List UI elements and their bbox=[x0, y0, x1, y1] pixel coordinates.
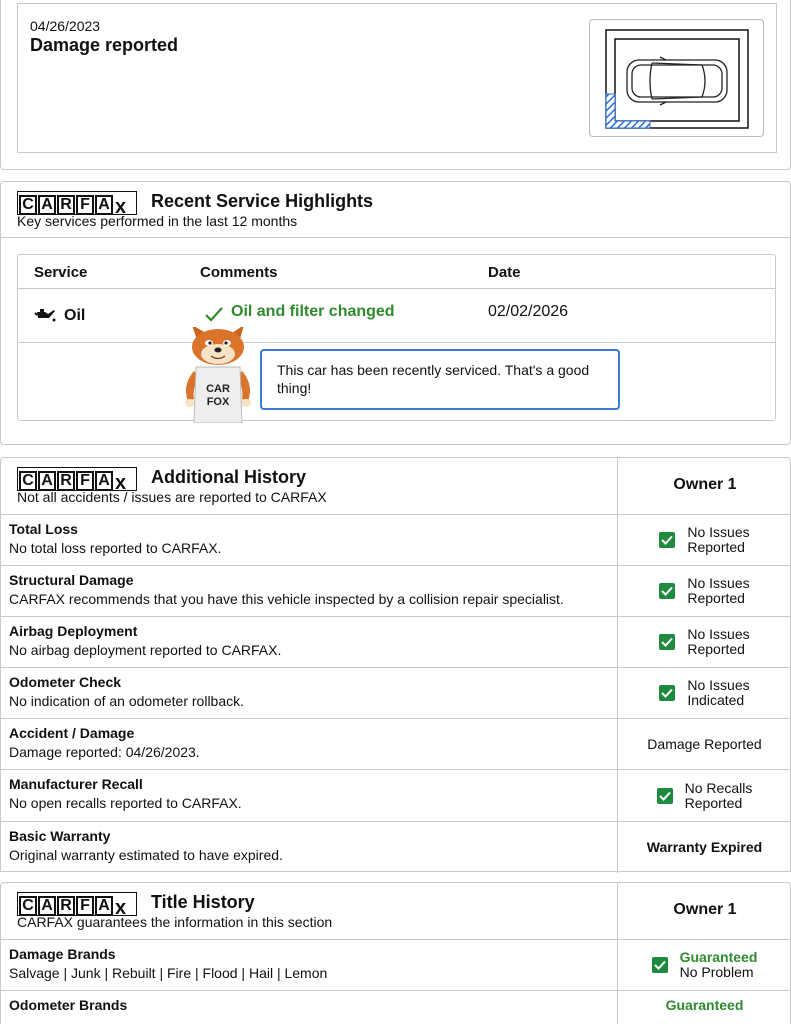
checkbox-checked-icon bbox=[659, 583, 675, 599]
service-highlights-card bbox=[0, 181, 791, 445]
logo-letter: F bbox=[76, 471, 94, 491]
history-row-structural-damage bbox=[1, 565, 790, 616]
logo-letter: x bbox=[115, 897, 127, 919]
row-title: Total Loss bbox=[9, 521, 78, 537]
section-title: Recent Service Highlights bbox=[151, 191, 374, 211]
row-title: Odometer Check bbox=[9, 674, 122, 690]
additional-history-card bbox=[0, 457, 791, 872]
row-description: No open recalls reported to CARFAX. bbox=[9, 795, 242, 811]
row-status bbox=[618, 770, 791, 821]
service-table bbox=[17, 254, 776, 421]
row-description: CARFAX recommends that you have this vehicle inspected by a collision repair specialist. bbox=[9, 591, 564, 607]
row-description: Damage reported: 04/26/2023. bbox=[9, 744, 200, 760]
shirt-text-line: CAR bbox=[206, 383, 230, 395]
status-text: No Problem bbox=[679, 964, 754, 980]
column-header-comments: Comments bbox=[200, 264, 278, 281]
checkbox-checked-icon bbox=[659, 685, 675, 701]
divider bbox=[18, 342, 775, 343]
section-subtitle: CARFAX guarantees the information in this section bbox=[17, 914, 333, 930]
row-title: Accident / Damage bbox=[9, 725, 135, 741]
row-status bbox=[618, 822, 791, 872]
logo-letter: C bbox=[19, 896, 37, 916]
logo-letter: A bbox=[38, 896, 56, 916]
logo-letter: R bbox=[57, 195, 75, 215]
damage-event-title: Damage reported bbox=[30, 35, 179, 55]
row-status bbox=[618, 566, 791, 616]
logo-letter: F bbox=[76, 896, 94, 916]
owner-column-header: Owner 1 bbox=[673, 476, 737, 493]
shirt-text-line: FOX bbox=[206, 396, 230, 408]
row-status bbox=[618, 991, 791, 1024]
title-row-damage-brands bbox=[1, 939, 790, 990]
status-text: Reported bbox=[687, 590, 745, 606]
carfax-logo-letters bbox=[19, 191, 127, 218]
service-comment: Oil and filter changed bbox=[231, 303, 395, 320]
row-description: Original warranty estimated to have expired. bbox=[9, 847, 283, 863]
status-text: No Issues bbox=[687, 575, 750, 591]
carfox-mascot bbox=[176, 327, 260, 428]
logo-letter: A bbox=[38, 471, 56, 491]
status-text: No Issues bbox=[687, 677, 750, 693]
history-row-airbag-deployment bbox=[1, 616, 790, 667]
logo-letter: x bbox=[115, 472, 127, 494]
logo-letter: C bbox=[19, 471, 37, 491]
carfax-logo-letters bbox=[19, 467, 127, 494]
history-row-odometer-check bbox=[1, 667, 790, 718]
carfox-message-bubble: This car has been recently serviced. That's a good thing! bbox=[260, 349, 620, 410]
section-title: Title History bbox=[151, 892, 255, 912]
damage-location-diagram bbox=[589, 19, 764, 137]
row-description: Salvage | Junk | Rebuilt | Fire | Flood | Hail | Lemon bbox=[9, 965, 328, 981]
status-text: No Issues bbox=[687, 524, 750, 540]
history-row-basic-warranty bbox=[1, 821, 790, 872]
row-title: Damage Brands bbox=[9, 946, 116, 962]
guarantee-label: Guaranteed bbox=[665, 997, 744, 1013]
row-title: Manufacturer Recall bbox=[9, 776, 143, 792]
row-status bbox=[618, 617, 791, 667]
divider bbox=[1, 237, 790, 238]
status-text: Warranty Expired bbox=[646, 838, 763, 855]
row-description: No total loss reported to CARFAX. bbox=[9, 540, 222, 556]
status-text: No Recalls bbox=[684, 779, 753, 796]
title-history-card bbox=[0, 882, 791, 1024]
row-title: Odometer Brands bbox=[9, 997, 128, 1013]
damage-event-panel bbox=[17, 3, 777, 153]
row-title: Structural Damage bbox=[9, 572, 134, 588]
service-name: Oil bbox=[64, 307, 86, 324]
logo-letter: A bbox=[95, 195, 113, 215]
status-text: No Issues bbox=[687, 626, 750, 642]
logo-letter: F bbox=[76, 195, 94, 215]
logo-letter: x bbox=[115, 196, 127, 218]
checkbox-checked-icon bbox=[659, 532, 675, 548]
checkbox-checked-icon bbox=[659, 634, 675, 650]
status-text: Reported bbox=[684, 794, 743, 811]
logo-letter: A bbox=[38, 195, 56, 215]
row-status bbox=[618, 668, 791, 718]
logo-letter: A bbox=[95, 471, 113, 491]
damage-event-card bbox=[0, 0, 791, 170]
history-row-manufacturer-recall bbox=[1, 769, 790, 821]
guarantee-label: Guaranteed bbox=[679, 949, 758, 965]
damage-event-date: 04/26/2023 bbox=[30, 18, 101, 34]
oil-can-icon bbox=[34, 307, 56, 328]
title-row-odometer-brands bbox=[1, 990, 790, 1024]
history-row-accident-damage bbox=[1, 718, 790, 769]
service-date: 02/02/2026 bbox=[488, 303, 569, 320]
owner-column-header: Owner 1 bbox=[673, 901, 737, 918]
row-title: Airbag Deployment bbox=[9, 623, 138, 639]
row-title: Basic Warranty bbox=[9, 828, 111, 844]
row-description: No indication of an odometer rollback. bbox=[9, 693, 245, 709]
status-text: Indicated bbox=[687, 692, 745, 708]
row-description: No airbag deployment reported to CARFAX. bbox=[9, 642, 282, 658]
row-status bbox=[618, 515, 791, 565]
checkbox-checked-icon bbox=[657, 788, 673, 804]
status-text: Damage Reported bbox=[647, 735, 762, 752]
section-subtitle: Not all accidents / issues are reported to CARFAX bbox=[17, 489, 327, 505]
section-title: Additional History bbox=[151, 467, 307, 487]
carfax-logo-letters bbox=[19, 892, 127, 919]
logo-letter: R bbox=[57, 896, 75, 916]
logo-letter: C bbox=[19, 195, 37, 215]
history-row-total-loss bbox=[1, 514, 790, 565]
carfox-shirt-text bbox=[203, 383, 233, 409]
status-text: Reported bbox=[687, 539, 745, 555]
divider bbox=[18, 288, 775, 289]
checkmark-icon bbox=[204, 305, 224, 328]
section-subtitle: Key services performed in the last 12 months bbox=[17, 213, 298, 229]
column-header-service: Service bbox=[34, 264, 88, 281]
checkbox-checked-icon bbox=[652, 957, 668, 973]
column-header-date: Date bbox=[488, 264, 521, 281]
row-status bbox=[618, 940, 791, 990]
logo-letter: R bbox=[57, 471, 75, 491]
logo-letter: A bbox=[95, 896, 113, 916]
row-status bbox=[618, 719, 791, 769]
status-text: Reported bbox=[687, 641, 745, 657]
